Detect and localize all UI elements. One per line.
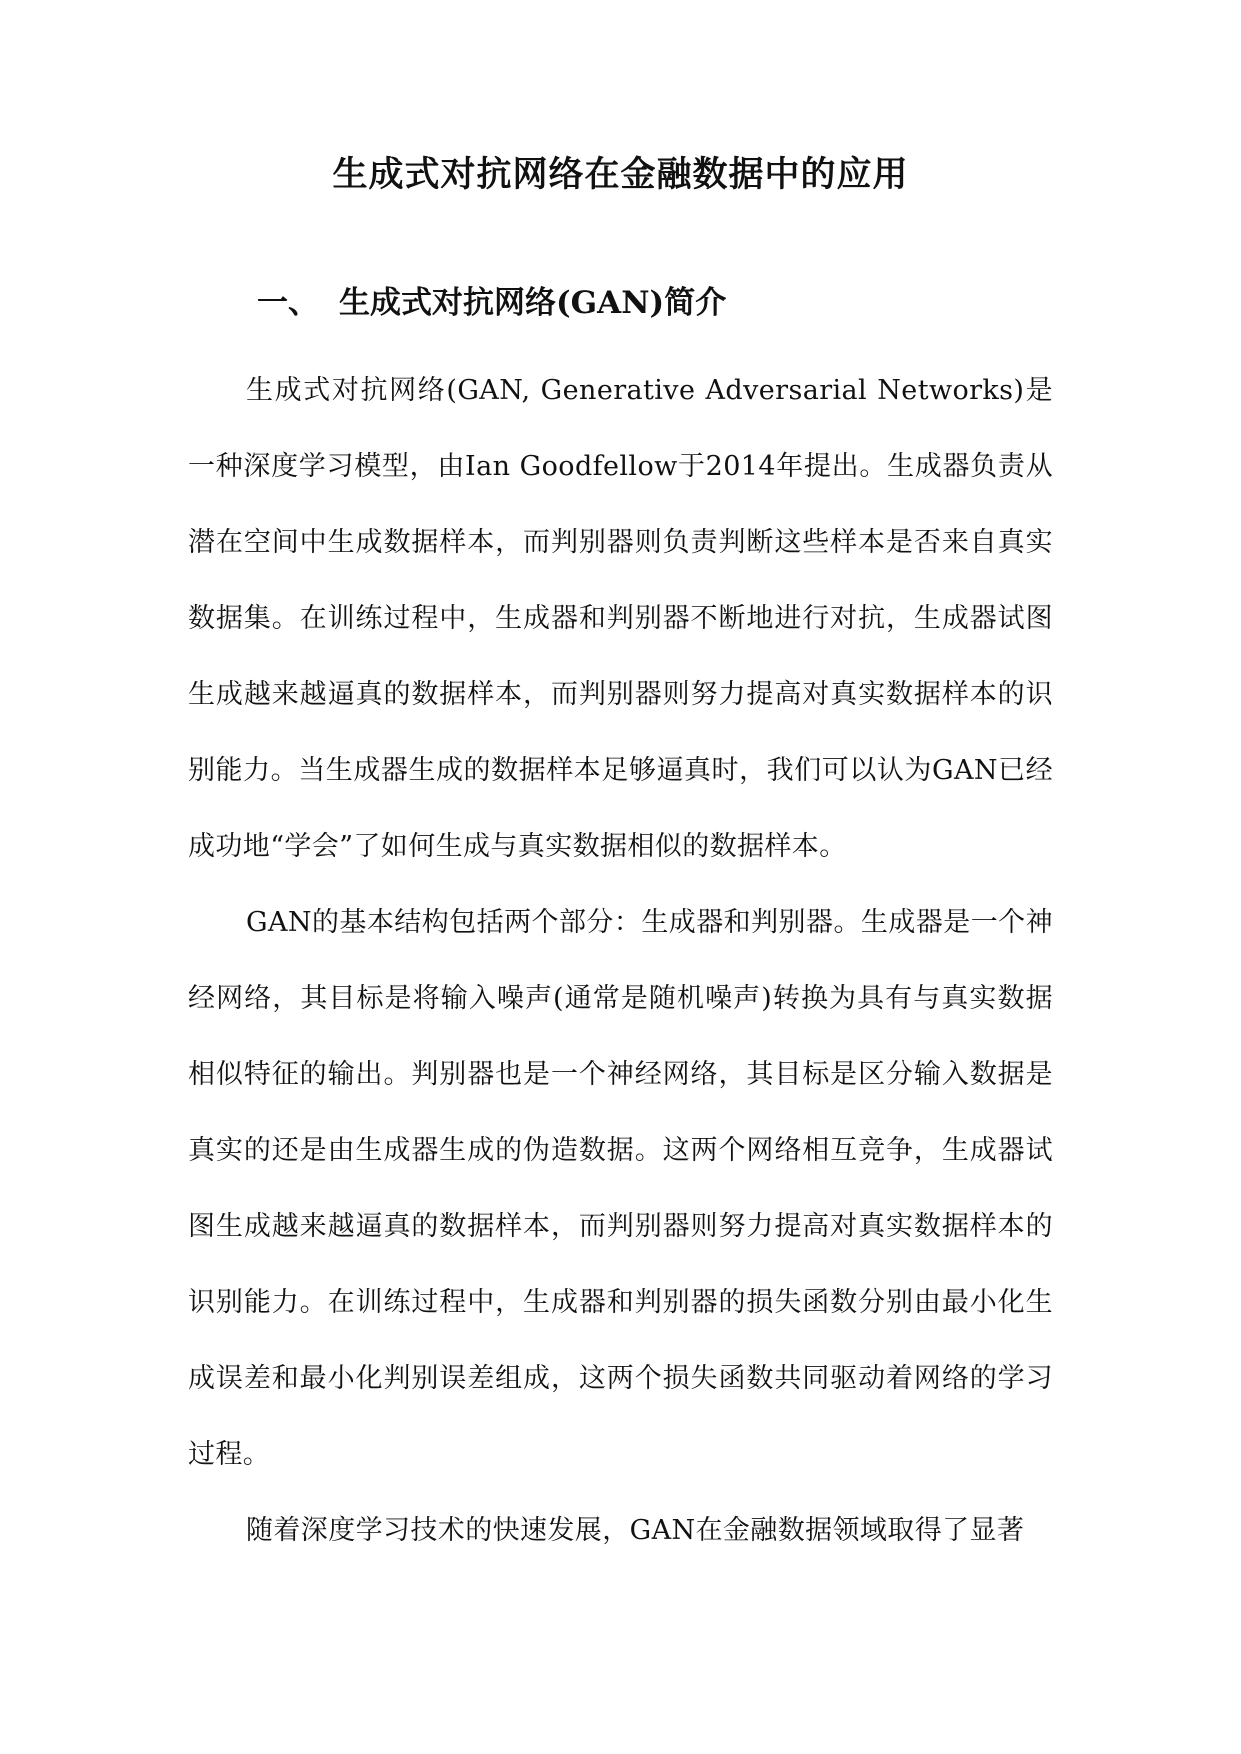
section-heading-text: 生成式对抗网络(GAN)简介 xyxy=(339,285,727,321)
body-paragraph-1: 生成式对抗网络(GAN, Generative Adversarial Networks)是一种深度学习模型，由Ian Goodfellow于2014年提出。生成器负责从潜在空间中生成数据样本，而判别器则负责判断这些样本是否来自真实数据集。在训练过程中，生成器和判别器不断地进行对抗，生成器试图生成越来越逼真的数据样本，而判别器则努力提高对真实数据样本的识别能力。当生成器生成的数据样本足够逼真时，我们可以认为GAN已经成功地“学会”了如何生成与真实数据相似的数据样本。 xyxy=(188,375,1053,862)
section-heading xyxy=(257,280,726,326)
body-paragraph-2: GAN的基本结构包括两个部分：生成器和判别器。生成器是一个神经网络，其目标是将输入噪声(通常是随机噪声)转换为具有与真实数据相似特征的输出。判别器也是一个神经网络，其目标是区分输入数据是真实的还是由生成器生成的伪造数据。这两个网络相互竞争，生成器试图生成越来越逼真的数据样本，而判别器则努力提高对真实数据样本的识别能力。在训练过程中，生成器和判别器的损失函数分别由最小化生成误差和最小化判别误差组成，这两个损失函数共同驱动着网络的学习过程。 xyxy=(188,907,1053,1470)
document-title: 生成式对抗网络在金融数据中的应用 xyxy=(332,154,909,195)
section-number: 一、 xyxy=(257,285,319,321)
body-paragraph-3: 随着深度学习技术的快速发展，GAN在金融数据领域取得了显著 xyxy=(246,1515,1025,1546)
